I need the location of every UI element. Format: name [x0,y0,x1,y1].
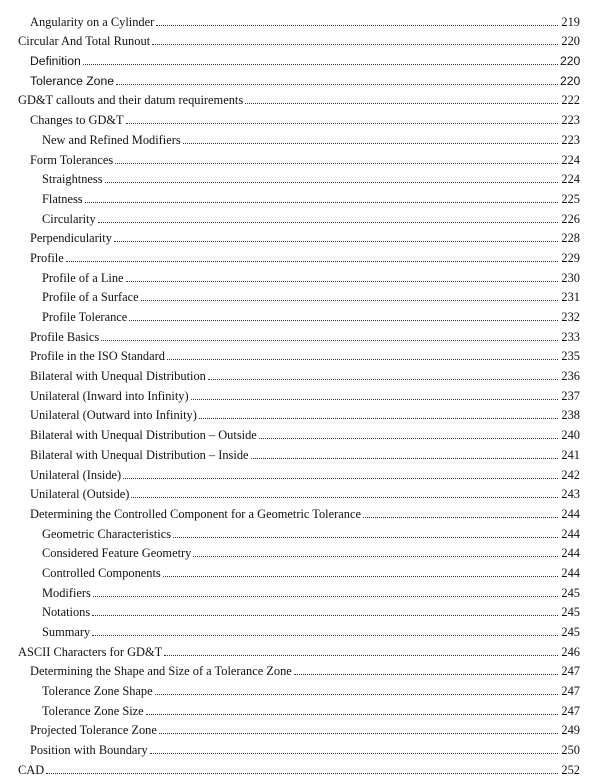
toc-entry-page-number: 237 [561,388,580,403]
toc-entry-title: Modifiers [42,585,91,600]
toc-entry-title: Profile in the ISO Standard [30,349,165,364]
dot-leader [92,634,558,636]
dot-leader [164,654,558,656]
toc-entry[interactable] [0,9,605,29]
toc-entry-title: Circularity [42,211,96,226]
toc-entry-title: GD&T callouts and their datum requirements [18,93,244,108]
toc-entry-title: Unilateral (Inward into Infinity) [30,388,189,403]
toc-entry-page-number: 223 [561,132,580,147]
toc-entry[interactable] [0,226,605,246]
dot-leader [46,772,558,774]
dot-leader [245,102,558,104]
toc-entry[interactable] [0,619,605,639]
toc-entry-title: Bilateral with Unequal Distribution – Inside [30,447,249,462]
toc-entry-page-number: 252 [561,762,580,777]
dot-leader [126,122,558,124]
dot-leader [146,713,558,715]
toc-entry[interactable] [0,718,605,738]
dot-leader [126,280,558,282]
toc-entry[interactable] [0,383,605,403]
toc-entry-title: Definition [30,54,81,69]
dot-leader [101,339,558,341]
dot-leader [83,63,558,65]
toc-entry[interactable] [0,245,605,265]
toc-entry-title: Considered Feature Geometry [42,546,192,561]
toc-entry[interactable] [0,698,605,718]
dot-leader [141,299,558,301]
toc-entry[interactable] [0,265,605,285]
toc-entry[interactable] [0,501,605,521]
toc-entry-title: Geometric Characteristics [42,526,172,541]
toc-entry-page-number: 245 [561,605,580,620]
toc-entry[interactable] [0,147,605,167]
dot-leader [123,477,558,479]
dot-leader [208,378,558,380]
toc-entry-page-number: 231 [561,290,580,305]
toc-entry-title: Determining the Shape and Size of a Tolerance Zone [30,664,292,679]
toc-entry-page-number: 244 [561,506,580,521]
toc-entry[interactable] [0,29,605,49]
toc-entry-title: Projected Tolerance Zone [30,723,157,738]
toc-entry-page-number: 244 [561,546,580,561]
toc-entry-title: Profile [30,250,64,265]
toc-entry-title: Tolerance Zone Shape [42,684,153,699]
toc-entry-title: Perpendicularity [30,231,112,246]
toc-entry-title: Profile of a Line [42,270,124,285]
toc-entry-title: Flatness [42,191,83,206]
dot-leader [259,437,558,439]
dot-leader [251,457,558,459]
toc-entry-page-number: 244 [561,565,580,580]
dot-leader [363,516,558,518]
table-of-contents [0,9,605,777]
dot-leader [152,43,558,45]
toc-entry-page-number: 242 [561,467,580,482]
toc-entry-title: Bilateral with Unequal Distribution – Outside [30,428,257,443]
toc-entry[interactable] [0,363,605,383]
dot-leader [150,752,558,754]
dot-leader [131,496,558,498]
toc-entry[interactable] [0,737,605,757]
toc-entry[interactable] [0,48,605,68]
toc-entry-title: Changes to GD&T [30,113,124,128]
toc-entry-page-number: 224 [561,172,580,187]
toc-entry[interactable] [0,659,605,679]
toc-entry-page-number: 238 [561,408,580,423]
dot-leader [66,260,558,262]
toc-entry[interactable] [0,167,605,187]
toc-entry-title: Summary [42,625,91,639]
toc-entry-title: Tolerance Zone Size [42,703,144,718]
dot-leader [98,221,558,223]
toc-entry[interactable] [0,442,605,462]
toc-entry-page-number: 247 [561,664,580,679]
toc-entry-page-number: 229 [561,250,580,265]
toc-entry[interactable] [0,422,605,442]
toc-entry-page-number: 228 [561,231,580,246]
toc-entry-title: Tolerance Zone [30,73,115,88]
toc-entry[interactable] [0,324,605,344]
dot-leader [191,398,558,400]
toc-entry-title: Controlled Components [42,565,161,580]
toc-entry-title: Straightness [42,172,103,187]
toc-entry-title: Angularity on a Cylinder [30,14,155,29]
toc-entry-page-number: 249 [561,723,580,738]
dot-leader [129,319,558,321]
toc-entry-title: Profile of a Surface [42,290,139,305]
toc-entry-page-number: 232 [561,310,580,324]
toc-entry-page-number: 219 [561,14,580,29]
toc-entry[interactable] [0,186,605,206]
dot-leader [115,162,558,164]
toc-entry-page-number: 241 [561,447,580,462]
toc-entry-page-number: 244 [561,526,580,541]
dot-leader [199,417,558,419]
dot-leader [105,181,558,183]
dot-leader [163,575,558,577]
toc-entry-page-number: 247 [561,684,580,699]
toc-entry-page-number: 247 [561,703,580,718]
toc-entry-page-number: 220 [560,54,581,69]
toc-entry-page-number: 220 [561,34,580,49]
dot-leader [156,24,558,26]
toc-entry-title: ASCII Characters for GD&T [18,644,163,659]
toc-entry[interactable] [0,304,605,324]
toc-entry[interactable] [0,285,605,305]
toc-entry-page-number: 245 [561,625,580,639]
toc-entry[interactable] [0,206,605,226]
toc-entry-page-number: 220 [560,73,581,88]
toc-entry-page-number: 225 [561,191,580,206]
toc-entry-page-number: 235 [561,349,580,364]
toc-entry[interactable] [0,482,605,502]
toc-entry[interactable] [0,639,605,659]
toc-entry[interactable] [0,88,605,108]
toc-entry-page-number: 250 [561,743,580,758]
toc-entry[interactable] [0,462,605,482]
dot-leader [116,83,558,85]
toc-entry-page-number: 223 [561,113,580,128]
dot-leader [114,240,558,242]
toc-entry-title: Unilateral (Inside) [30,467,122,482]
toc-entry-title: CAD [18,762,45,777]
toc-entry-page-number: 236 [561,369,580,384]
toc-entry[interactable] [0,68,605,88]
dot-leader [173,536,558,538]
toc-entry-title: Profile Tolerance [42,310,128,324]
toc-entry-title: Bilateral with Unequal Distribution [30,369,206,384]
toc-entry-title: New and Refined Modifiers [42,132,181,147]
toc-entry[interactable] [0,580,605,600]
toc-entry-title: Unilateral (Outward into Infinity) [30,408,197,423]
dot-leader [183,142,558,144]
dot-leader [92,614,558,616]
toc-entry-title: Circular And Total Runout [18,34,151,49]
toc-entry[interactable] [0,344,605,364]
toc-entry-page-number: 246 [561,644,580,659]
toc-entry-page-number: 233 [561,329,580,344]
toc-entry[interactable] [0,127,605,147]
dot-leader [294,673,558,675]
toc-entry[interactable] [0,678,605,698]
dot-leader [93,595,558,597]
toc-entry-page-number: 224 [561,152,580,167]
toc-entry[interactable] [0,521,605,541]
toc-entry-page-number: 240 [561,428,580,443]
toc-entry-page-number: 222 [561,93,580,108]
toc-entry-title: Position with Boundary [30,743,148,758]
toc-entry[interactable] [0,560,605,580]
dot-leader [193,555,558,557]
toc-entry-title: Profile Basics [30,329,100,344]
toc-entry[interactable] [0,541,605,561]
dot-leader [85,201,558,203]
toc-entry-page-number: 230 [561,270,580,285]
toc-entry-title: Form Tolerances [30,152,114,167]
toc-entry-page-number: 226 [561,211,580,226]
toc-entry[interactable] [0,600,605,620]
toc-entry[interactable] [0,107,605,127]
dot-leader [155,693,558,695]
toc-entry-title: Unilateral (Outside) [30,487,130,502]
toc-entry-page-number: 245 [561,585,580,600]
dot-leader [167,358,558,360]
toc-entry-page-number: 243 [561,487,580,502]
toc-entry[interactable] [0,403,605,423]
toc-entry-title: Determining the Controlled Component for a Geometric Tolerance [30,506,361,521]
toc-entry-title: Notations [42,605,91,620]
dot-leader [159,732,558,734]
toc-entry[interactable] [0,757,605,777]
